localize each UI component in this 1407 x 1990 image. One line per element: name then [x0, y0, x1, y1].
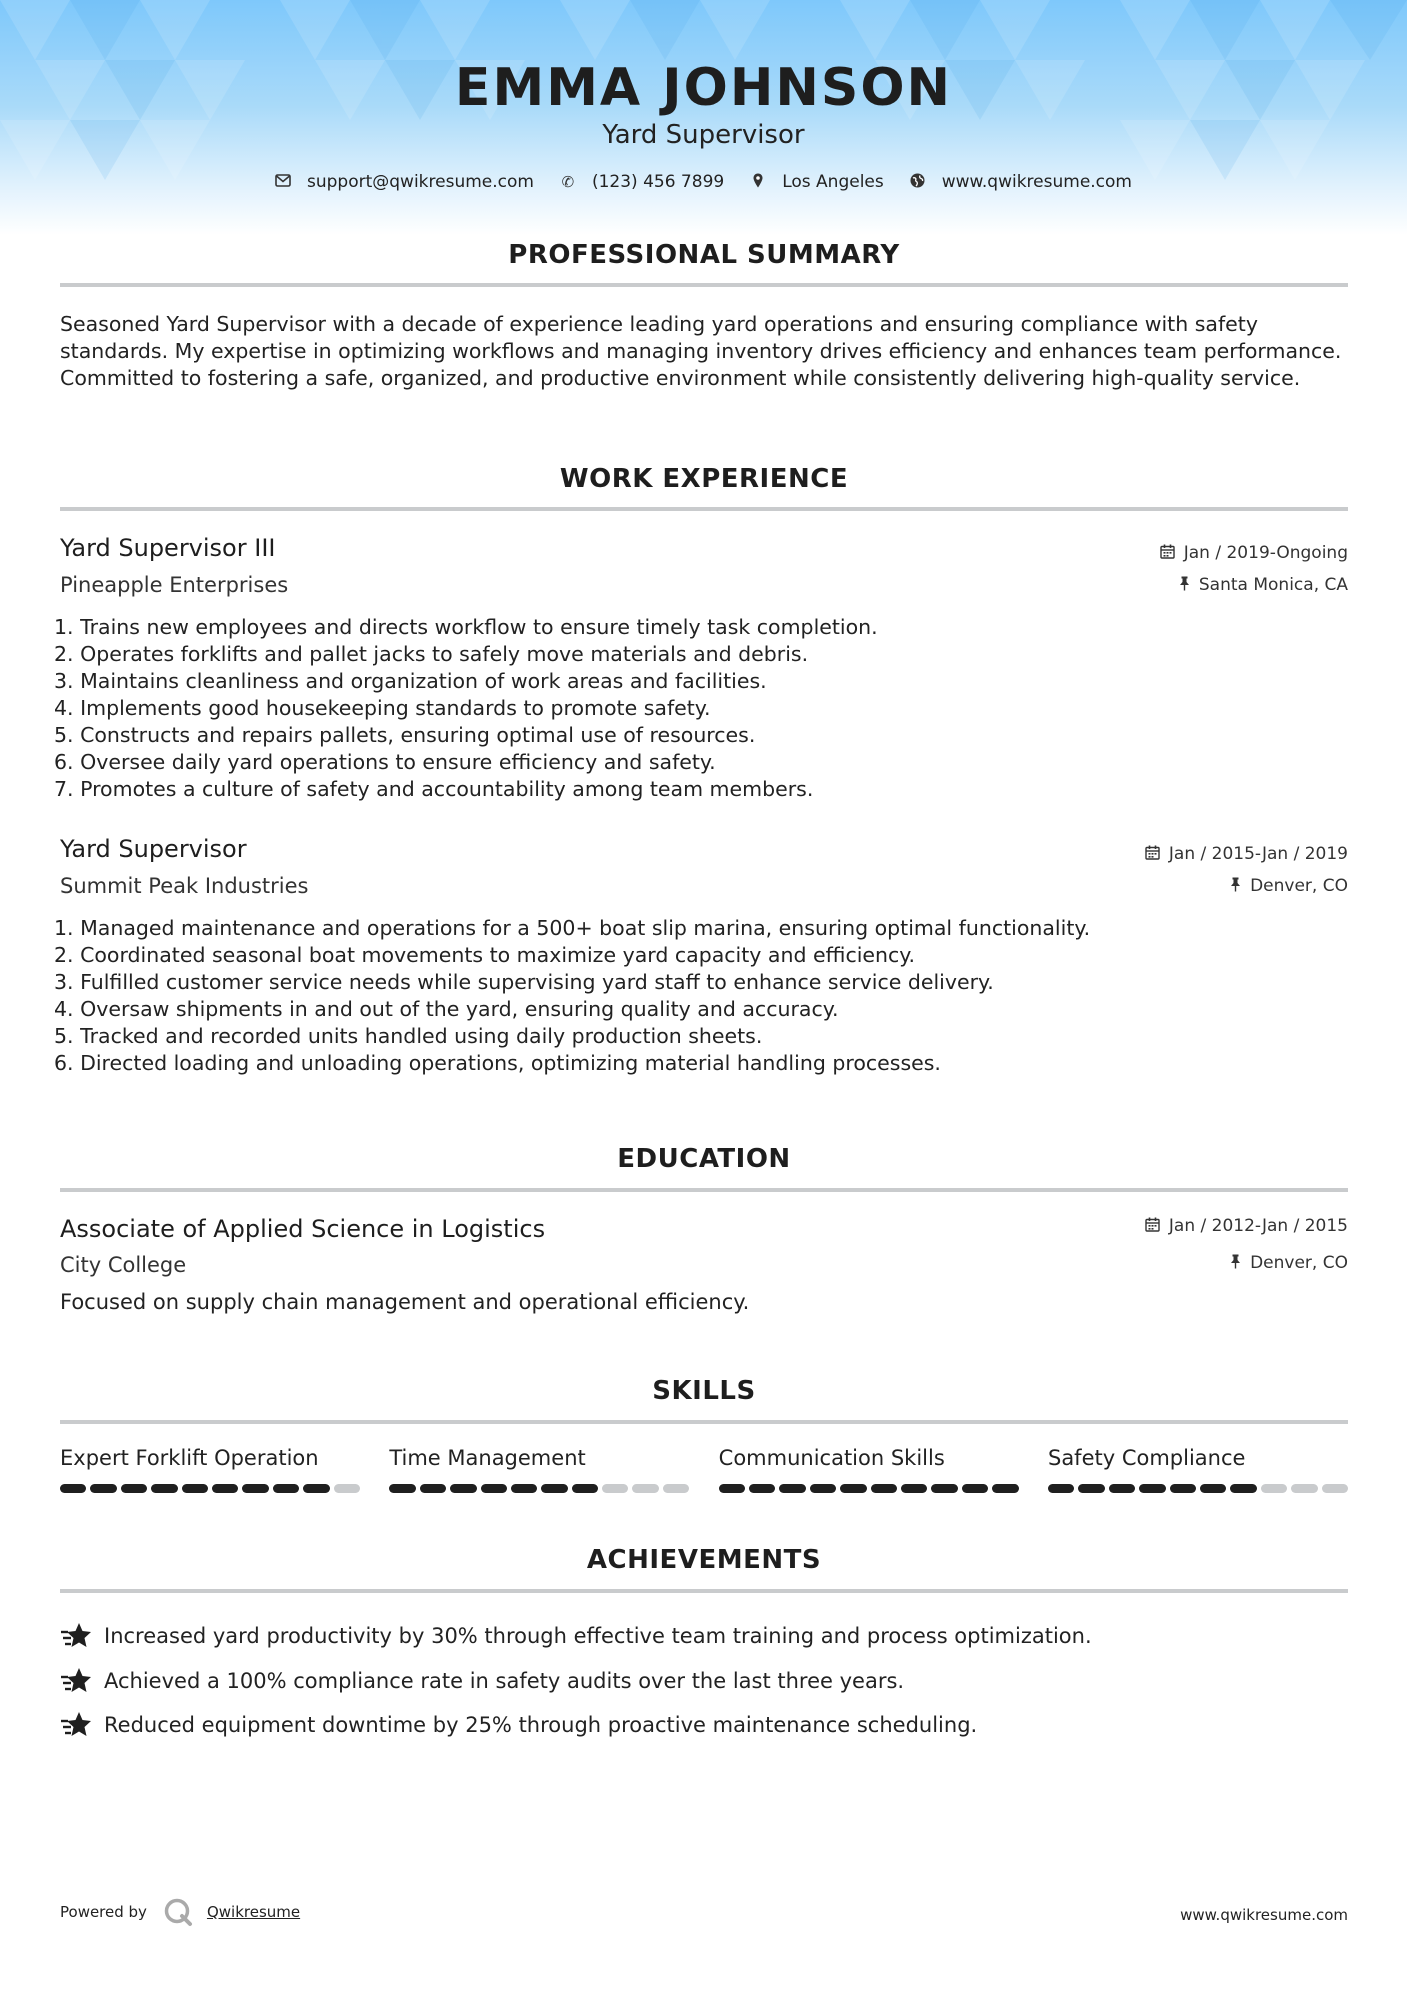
contact-email-text: support@qwikresume.com — [307, 172, 534, 192]
list-item: 5. Constructs and repairs pallets, ensuring optimal use of resources. — [54, 723, 756, 747]
job-location — [1230, 876, 1348, 896]
skill-level-segment — [602, 1484, 628, 1493]
job-title: Yard Supervisor III — [60, 534, 276, 562]
skills-divider — [60, 1420, 1348, 1424]
experience-heading: WORK EXPERIENCE — [559, 464, 849, 494]
education-school: City College — [60, 1253, 187, 1277]
skill-level-segment — [572, 1484, 598, 1493]
job-bullet-list — [54, 614, 1344, 803]
list-item: 2. Operates forklifts and pallet jacks to safely move materials and debris. — [54, 642, 809, 666]
globe-icon — [910, 173, 926, 192]
calendar-icon — [1145, 845, 1160, 864]
skill-level-segment — [389, 1484, 415, 1493]
skill-level-segment — [1230, 1484, 1256, 1493]
job-company: Pineapple Enterprises — [60, 573, 289, 597]
list-item: 6. Oversee daily yard operations to ensure efficiency and safety. — [54, 750, 716, 774]
skills-list — [60, 1446, 1348, 1493]
footer-website[interactable]: www.qwikresume.com — [1180, 1906, 1348, 1924]
summary-text: Seasoned Yard Supervisor with a decade of experience leading yard operations and ensuring compliance with safety standards. My expertise in optimizing workflows and managing inventory drives efficiency and enhances team performance. Committed to fostering a safe, organized, and productive environment while consistently delivering high-quality service. — [60, 312, 1342, 390]
skill-level-segment — [420, 1484, 446, 1493]
list-item: 3. Maintains cleanliness and organization of work areas and facilities. — [54, 669, 767, 693]
skill-level-segment — [663, 1484, 689, 1493]
education-location — [1230, 1253, 1348, 1273]
contact-location — [750, 172, 884, 192]
candidate-name: EMMA JOHNSON — [454, 58, 953, 118]
skill-level-segment — [212, 1484, 238, 1493]
phone-icon: ✆ — [561, 173, 575, 191]
skill-level-segment — [481, 1484, 507, 1493]
skills-heading: SKILLS — [652, 1376, 756, 1406]
skill-level-segment — [962, 1484, 988, 1493]
skill-level-segment — [1200, 1484, 1226, 1493]
skill-level-segment — [992, 1484, 1018, 1493]
pushpin-icon — [1230, 1254, 1241, 1273]
skill-level-segment — [1170, 1484, 1196, 1493]
achievements-list — [60, 1614, 1348, 1748]
achievements-divider — [60, 1589, 1348, 1593]
education-degree: Associate of Applied Science in Logistics — [60, 1215, 546, 1243]
skill-level-bar — [389, 1484, 689, 1493]
skill-level-bar — [1048, 1484, 1348, 1493]
list-item — [60, 1659, 1348, 1704]
contact-email[interactable] — [275, 172, 534, 192]
achievement-text: Achieved a 100% compliance rate in safety audits over the last three years. — [104, 1668, 905, 1693]
job-bullet-list — [54, 915, 1344, 1077]
skill-item — [1048, 1446, 1348, 1493]
summary-heading: PROFESSIONAL SUMMARY — [508, 240, 900, 270]
powered-by-label: Powered by — [60, 1903, 147, 1921]
job-dates — [1145, 844, 1348, 864]
skill-level-bar — [60, 1484, 360, 1493]
achievements-heading: ACHIEVEMENTS — [586, 1545, 822, 1575]
skill-level-segment — [151, 1484, 177, 1493]
skill-level-segment — [931, 1484, 957, 1493]
job-dates-text: Jan / 2015-Jan / 2019 — [1168, 844, 1348, 864]
skill-level-segment — [719, 1484, 745, 1493]
footer-powered-by — [60, 1897, 300, 1927]
experience-divider — [60, 507, 1348, 511]
star-icon — [60, 1709, 92, 1741]
contact-location-text: Los Angeles — [782, 172, 884, 192]
list-item: 3. Fulfilled customer service needs while supervising yard staff to enhance service delivery. — [54, 970, 994, 994]
education-description: Focused on supply chain management and operational efficiency. — [60, 1290, 750, 1314]
job-dates-text: Jan / 2019-Ongoing — [1183, 543, 1348, 563]
contact-website-text: www.qwikresume.com — [941, 172, 1132, 192]
star-icon — [60, 1665, 92, 1697]
contact-bar — [0, 172, 1407, 192]
skill-item — [389, 1446, 689, 1493]
skill-level-segment — [632, 1484, 658, 1493]
skill-level-segment — [60, 1484, 86, 1493]
list-item: 4. Oversaw shipments in and out of the yard, ensuring quality and accuracy. — [54, 997, 839, 1021]
qwikresume-logo-icon — [163, 1897, 193, 1927]
skill-level-segment — [90, 1484, 116, 1493]
education-divider — [60, 1188, 1348, 1192]
contact-phone[interactable] — [560, 172, 724, 192]
skill-level-segment — [871, 1484, 897, 1493]
map-marker-icon — [750, 173, 766, 192]
list-item: 5. Tracked and recorded units handled using daily production sheets. — [54, 1024, 763, 1048]
skill-level-bar — [719, 1484, 1019, 1493]
skill-level-segment — [242, 1484, 268, 1493]
job-dates — [1160, 543, 1348, 563]
skill-item — [719, 1446, 1019, 1493]
list-item: 6. Directed loading and unloading operations, optimizing material handling processes. — [54, 1051, 941, 1075]
list-item: 2. Coordinated seasonal boat movements to maximize yard capacity and efficiency. — [54, 943, 916, 967]
qwikresume-link[interactable]: Qwikresume — [206, 1903, 301, 1921]
list-item: 1. Managed maintenance and operations for a 500+ boat slip marina, ensuring optimal functionality. — [54, 916, 1091, 940]
list-item — [60, 1614, 1348, 1659]
list-item: 1. Trains new employees and directs workflow to ensure timely task completion. — [54, 615, 878, 639]
skill-name: Expert Forklift Operation — [60, 1446, 319, 1470]
job-location-text: Denver, CO — [1250, 876, 1348, 896]
skill-level-segment — [749, 1484, 775, 1493]
calendar-icon — [1160, 544, 1175, 563]
achievement-text: Increased yard productivity by 30% through effective team training and process optimization. — [104, 1624, 1092, 1649]
skill-level-segment — [121, 1484, 147, 1493]
skill-level-segment — [1048, 1484, 1074, 1493]
contact-website[interactable] — [910, 172, 1132, 192]
skill-level-segment — [1139, 1484, 1165, 1493]
skill-level-segment — [303, 1484, 329, 1493]
education-dates — [1145, 1216, 1348, 1236]
skill-level-segment — [511, 1484, 537, 1493]
skill-level-segment — [1261, 1484, 1287, 1493]
job-company: Summit Peak Industries — [60, 874, 309, 898]
skill-level-segment — [1322, 1484, 1348, 1493]
education-dates-text: Jan / 2012-Jan / 2015 — [1168, 1216, 1348, 1236]
skill-level-segment — [1109, 1484, 1135, 1493]
skill-level-segment — [273, 1484, 299, 1493]
achievement-text: Reduced equipment downtime by 25% through proactive maintenance scheduling. — [104, 1713, 978, 1738]
list-item — [60, 1703, 1348, 1748]
skill-level-segment — [1078, 1484, 1104, 1493]
skill-level-segment — [182, 1484, 208, 1493]
skill-level-segment — [450, 1484, 476, 1493]
candidate-title: Yard Supervisor — [602, 120, 805, 150]
skill-level-segment — [1291, 1484, 1317, 1493]
job-location-text: Santa Monica, CA — [1198, 575, 1348, 595]
list-item: 4. Implements good housekeeping standards to promote safety. — [54, 696, 711, 720]
contact-phone-text: (123) 456 7899 — [591, 172, 725, 192]
skill-level-segment — [779, 1484, 805, 1493]
job-title: Yard Supervisor — [60, 835, 247, 863]
skill-item — [60, 1446, 360, 1493]
job-location — [1179, 575, 1348, 595]
skill-level-segment — [840, 1484, 866, 1493]
skill-level-segment — [334, 1484, 360, 1493]
skill-level-segment — [541, 1484, 567, 1493]
skill-name: Communication Skills — [718, 1446, 945, 1470]
calendar-icon — [1145, 1217, 1160, 1236]
skill-level-segment — [901, 1484, 927, 1493]
list-item: 7. Promotes a culture of safety and accountability among team members. — [54, 777, 814, 801]
skill-name: Safety Compliance — [1047, 1446, 1246, 1470]
education-location-text: Denver, CO — [1250, 1253, 1348, 1273]
star-icon — [60, 1620, 92, 1652]
pushpin-icon — [1179, 576, 1190, 595]
skill-name: Time Management — [389, 1446, 586, 1470]
summary-divider — [60, 283, 1348, 287]
education-heading: EDUCATION — [617, 1144, 791, 1174]
skill-level-segment — [810, 1484, 836, 1493]
envelope-icon — [275, 173, 291, 191]
pushpin-icon — [1230, 877, 1241, 896]
